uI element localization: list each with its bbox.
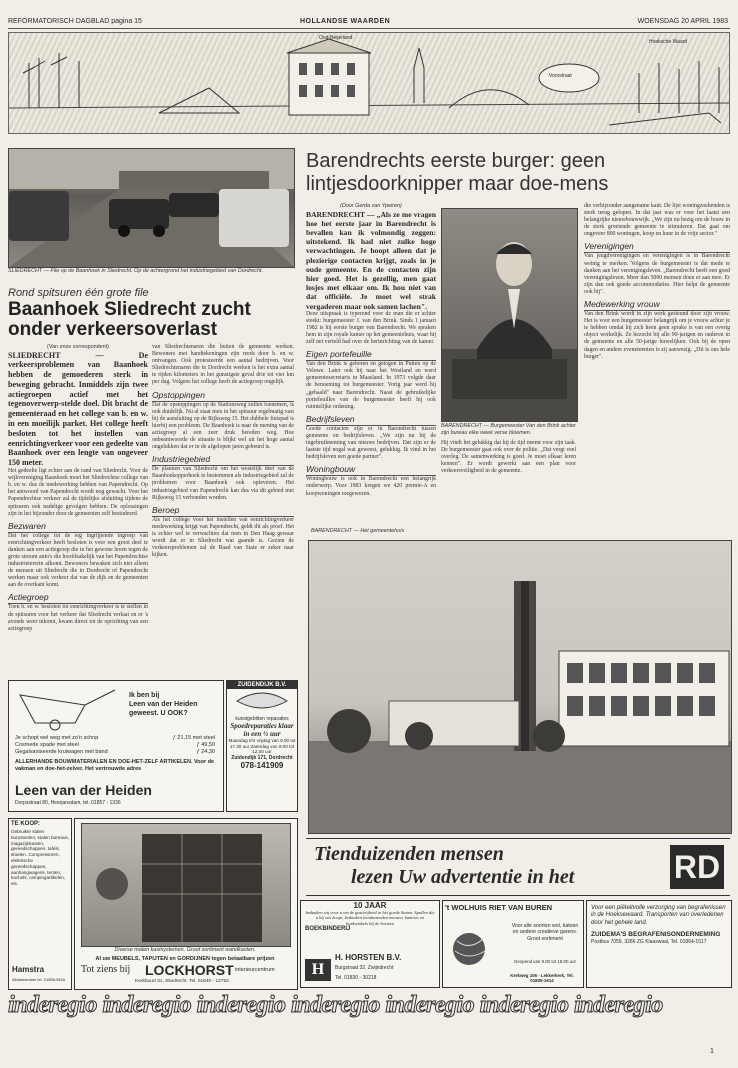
main-article-col-mid-text: Hij vindt het gelukkig dat hij de tijd neemt voor zijn taak. De burgemeester gaat ook over de politie. „Dat vergt veel overleg. De samenwerking is goed. Je moet elkaar leren kennen". Er wordt gewerkt aan een plan voor verkeersveiligheid in de gemeente. (441, 440, 576, 475)
ad-leen-van-der-heiden[interactable] (8, 680, 224, 812)
banner-label-1: Oud-Beijerland (319, 35, 353, 41)
main-article-body2: Van den Brink is geboren en getogen in Putten op de Veluwe. Later ook hij naar het Westland en werd gemeentesecretaris in Maasland. In 1973 volgde daar de benoeming tot burgemeester. Vorig jaar werd hij „gehaald" naar Barendrecht. Naast de gebruikelijke portefeuilles van de burgemeester heeft hij ook ruimtelijke ordening. (306, 361, 436, 410)
left-article-col2-body4: Als het college voor het instellen van eenrichtingverkeer medewerking krijgt van Papendrecht, geldt dit als proef. Het is echter wel te verwachten dat men in Den Haag gewaar wordt dat er in Sliedrecht wat gaande is. Gezien de verkeersproblemen zal de Raad van State er zeker naar kijken. (152, 516, 294, 559)
townhall-photo (308, 540, 732, 834)
page-header (0, 0, 738, 30)
hamstra-name: Hamstra (12, 965, 45, 974)
lockhorst-name: LOCKHORST (145, 962, 234, 978)
left-article-col2-body1: van Sliedrechtenaren die buiten de gemeente werken. Bewoners met handtekeningen zijn reeds door b. en w. ontvangen. Ook protesteerde een aantal bedrijven. Voor Sliedrechtenaren die in Dordrecht werken is het extra aantal te rijden kilometers in het gunstigste geval drie tot vier km per dag. Volgens het college heeft de actiegroep ongelijk. (152, 344, 294, 386)
main-article-col-right-body3: Van den Brink wordt in zijn werk gesteund door zijn vrouw. Het is voor een burgemeester belangrijk om je vrouw achter je te hebben omdat hij zich heen geen sprake is van een overig object werkelijk. Ze bezocht bij alle 90-jarigen en ouderen in de gemeente en alle 50-jarige huwelijken. Ook bij de open dagen en andere evenementen is zij aanwezig. „Dit is ons hele burger". (584, 311, 730, 360)
leen-tagline (129, 691, 197, 718)
zuidendijk-title: ZUIDENDIJK B.V. (227, 681, 297, 689)
leen-item-3: Gegalvaniseerde kruiwagen met band (15, 749, 108, 755)
horsten-phone: Tel. 01830 - 30218 (335, 975, 377, 981)
leen-name: Leen van der Heiden (15, 782, 152, 798)
left-article-sub3: Opstoppingen (152, 390, 294, 402)
hamstra-address: Alblasserdam tel. 01859-5516 (12, 977, 66, 982)
main-article-body1: Deze uitspraak is typerend voor de man die er achter steekt: burgemeester J. van den Brink. Sinds 1 januari 1982 is hij eerste burger van Barendrecht. We spraken hem in zijn royale kamer op het gemeentehuis, waar hij zelf net verteld had over de herinrichting van de kamer. (306, 310, 436, 346)
banner-sketch-icon (9, 33, 729, 133)
zuidendijk-phone: 078-141909 (240, 760, 284, 770)
leen-price-1: ƒ 21,15 met steel (172, 735, 215, 741)
traffic-photo (8, 148, 295, 268)
lockhorst-address: Kerkbuurt 31, Sliedrecht. Tel. 01840 - 12752. (135, 979, 231, 984)
left-article-kicker: Rond spitsuren één grote file (8, 287, 149, 299)
wolhuis-body: Voor alle soorten wol, katoen en andere creatieve garens. Groot sortiment (511, 923, 579, 942)
leen-price-2: ƒ 49,50 (196, 742, 215, 748)
left-article-sub4: Industriegebied (152, 454, 294, 466)
traffic-photo-caption: SLIEDRECHT — File op de Baanhoek in Sliedrecht. Op de achtergrond het industriegebied van Dordrecht. (8, 268, 263, 274)
lockhorst-furniture-photo (81, 823, 291, 947)
wolhuis-address: Kerkweg 106 - Lekkerkerk, Tel. 01805-1614 (510, 973, 574, 984)
leen-price-3: ƒ 24,30 (196, 749, 215, 755)
horsten-badge: 10 JAAR (353, 901, 387, 910)
zuidendijk-sub: kunstgebitten reparaties (235, 716, 289, 722)
main-article-sub3: Woningbouw (306, 464, 436, 476)
left-article-sub5: Beroep (152, 505, 294, 517)
ad-zuidendijk[interactable] (226, 680, 298, 812)
leen-price-list (15, 735, 215, 756)
lockhorst-offer: Al uw MEUBELS, TAPIJTEN en GORDIJNEN tegen betaalbare prijzen (95, 956, 275, 962)
zuidema-text: Voor een piëteitvolle verzorging van begrafenissen in de Hoeksewaard. Transporten van overledenen door het gehele land. (591, 905, 726, 926)
leen-slogan: ALLERHANDE BOUWMATERIALEN EN DOE-HET-ZELF ARTIKELEN. Voor de vakman en doe-het-zelver. Het vertrouwde adres (15, 759, 215, 772)
horsten-badge-text: bedanken wij voor u om de gastvrijheid in het goede Staten. Spullen die u bij ons koopt, bedanken tienduizenden mensen, kantoor en boekwinkels bij de horsten (305, 910, 435, 926)
rd-logo: RD (670, 845, 724, 889)
main-article-body4: Woningbouw is ook in Barendrecht een belangrijk onderwerp. Voor 1983 kregen we 420 premie-A en koopwoningen toegewezen. (306, 476, 436, 497)
left-article-body2: Dat het college tot de erg ingrijpende ingreep van eenrichtingverkeer heeft besloten is voor een groot deel te danken aan een actiegroep die in het gewone leven tegen de grote stroom auto's die hoofdzakelijk van het Papendrechtse industrieterrein afkomt. Bewoners bewaken zich niet alleen de mensen uit Sliedrecht die in Dordrecht of Papendrecht werken maar ook verkeer dat van de dijk en de gemeenten aan de overkant komt. (8, 532, 148, 589)
in-de-regio-banner: inderegio inderegio inderegio inderegio inderegio inderegio inderegio (8, 992, 663, 1018)
ad-horsten[interactable] (300, 900, 440, 988)
page-number: 1 (710, 1048, 714, 1055)
rd-line2: lezen Uw advertentie in het (351, 866, 575, 888)
main-article-col-right-text: die verbijzonder aangename kant. De lijst woningzoekenden is sterk terug gelopen. In dat jaar was er voor het laatst een belangrijke nieuwbouwwijk. „We zijn nu bezig om de bouw in de sterk groeiende gemeente te stimuleren. Dat gaat om ongeveer 800 woningen, koop en huur in de vrije sector." (584, 203, 730, 238)
left-article-lead: SLIEDRECHT — De verkeersproblemen van Baanhoek hebben de gemoederen sterk in beweging gebracht. Inmiddels zijn twee actiegroepen actief met het tegenoverwerp-stelde doel. Dit bracht de gemeenteraad en het college van b. en w. in een moeilijk parket. Het college heeft besloten tot het instellen van eenrichtingverkeer voor een gedeelte van Baanhoek over een lengte van ongeveer 150 meter. (8, 350, 148, 468)
yarn-ball-icon (447, 921, 497, 971)
main-article-col-right-body2: Van jeugdverenigingen en verenigingen is in Barendrecht weinig te merken. Volgens de burgemeester is dat mede te danken aan het verenigingsleven. „Barendrecht heeft een goed verenigingsleven. Meer dan 5000 mensen doen er aan mee. Er zijn dan ook goede accommodaties. Hier helpt de gemeente ook bij". (584, 253, 730, 295)
rd-line1: Tienduizenden mensen (314, 843, 504, 865)
left-article-col2-body2: Dat de opstoppingen op de Stationsweg zullen toenemen, is ook duidelijk. Nu al staat men in het spitsuur regelmatig vast bij de aansluiting op de Rijksweg 15. Het dubbele fietspad is hierbij een probleem. De Baanhoek is naar de mening van de actiegroep al een zeer druk bereden weg. Hoe onbeantwoorde de situatie is blijkt wel uit het hoge aantal ongelukken dat er in de afgelopen jaren gebeurd is. (152, 401, 294, 451)
ad-rd[interactable] (306, 838, 730, 896)
left-article-col2 (152, 344, 294, 559)
header-date: WOENSDAG 20 APRIL 1983 (637, 18, 728, 25)
main-article-sub2: Bedrijfsleven (306, 414, 436, 426)
left-article-body3: Toen b. en w. besloten tot eenrichtingverkeer is te stellen in de spitsuren voor het verkeer dat Sliedrecht verlaat en er 's avonds weer inkomt, kwam direct tot de oprichting van een actiegroep (8, 604, 148, 632)
ad-hamstra[interactable] (8, 818, 72, 990)
zuidema-name: ZUIDEMA'S BEGRAFENISONDERNEMING (591, 931, 721, 939)
main-article-headline: Barendrechts eerste burger: geen lintjesdoorknipper maar doe-mens (306, 150, 609, 195)
leen-tagline-1: Ik ben bij (129, 692, 160, 699)
main-article-col1 (306, 203, 436, 498)
left-article-headline: Baanhoek Sliedrecht zucht onder verkeersoverlast (8, 299, 251, 340)
header-section: HOLLANDSE WAARDEN (300, 18, 391, 25)
left-article-sub1: Bezwaren (8, 521, 148, 533)
zuidendijk-hours: Maandag t/m vrijdag van 9.00 tot 17.30 uur Zaterdag van 9.00 tot 12.00 uur (228, 738, 296, 755)
leen-item-2: Cosmede spade met steel (15, 742, 79, 748)
left-article-col1 (8, 344, 148, 633)
ad-zuidema[interactable] (586, 900, 732, 988)
horsten-logo-icon: H (305, 959, 331, 981)
main-article-sub5: Medewerking vrouw (584, 299, 730, 311)
banner-illustration (8, 32, 730, 134)
main-article-byline: (Door Gerda van Ypeiren) (340, 203, 402, 209)
townhall-photo-caption: BARENDRECHT — Het gemeentehuis (311, 528, 405, 534)
horsten-lead: BOEKBINDERIJ (305, 926, 351, 933)
hamstra-body: Gebruikte stalen burostoelen, stalen bureaus, magazijnkasten, gereedschappen, tafels, stoelen. Compressoren, elektrische gereedschappen, aanhangwagens, tenten, kachels, campingartikelen, etc. (11, 829, 69, 887)
ad-wolhuis[interactable] (442, 900, 584, 988)
main-article-sub4: Verenigingen (584, 241, 730, 253)
ad-lockhorst[interactable] (74, 818, 298, 990)
lockhorst-lead: Tot ziens bij (81, 964, 131, 975)
leen-tagline-2: Leen van der Heiden (129, 701, 198, 708)
banner-label-2: Voorstraat (549, 73, 572, 79)
denture-icon (232, 689, 292, 711)
lockhorst-caption: Diverse maten kastsystemen. Groot sortiment wandkasten. (114, 947, 256, 953)
left-article-sub2: Actiegroep (8, 592, 148, 604)
wall-unit-image (82, 824, 290, 946)
townhall-image (309, 541, 731, 833)
mayor-portrait-image (442, 209, 577, 421)
lockhorst-sub: interieurcentrum (235, 967, 275, 973)
zuidendijk-address: Zuidendijk 171, Dordrecht (231, 754, 293, 761)
mayor-photo (441, 208, 578, 422)
leen-address: Dorpsstraat 80, Heerjansdam, tel. 01857 - 1336 (15, 800, 121, 806)
traffic-image (9, 149, 294, 267)
main-article-col3 (584, 203, 730, 361)
horsten-address: Burgstraat 32, Zwijndrecht (335, 965, 394, 971)
wolhuis-title: 't WOLHUIS RIET VAN BUREN (445, 903, 553, 912)
main-article-sub1: Eigen portefeuille (306, 349, 436, 361)
header-left: REFORMATORISCH DAGBLAD pagina 15 (8, 18, 142, 25)
main-article-lead: BARENDRECHT — „Als ze me vragen hoe het eerste jaar in Barendrecht is bevallen kan ik volmondig zeggen: uitstekend. Ik had niet zulke hoge verwachtingen. Je hoopt alleen dat je plezierige contacten krijgt, zoals in je oude gemeente. En de contacten zijn hier goed. Het is gezellig, men gaat losjes met elkaar om. Ik hou niet van dat officiële. Je moet wel strak vergaderen maar ook samen lachen". (306, 209, 436, 311)
banner-label-3: Hoeksche Waard (649, 39, 688, 45)
wolhuis-hours: Geopend van 9.00 tot 18.00 uur (513, 959, 576, 964)
leen-item-1: Je schopt wel weg met zo'n schop (15, 735, 99, 741)
left-article-byline: (Van onze correspondent) (47, 344, 109, 350)
main-article-col2 (441, 440, 576, 475)
hamstra-title: TE KOOP: (11, 821, 41, 827)
main-article-body3: Goede contacten zijn er in Barendrecht tussen gemeente en bedrijfsleven. „We zijn nu bij de ingebruikneming van nieuwe bedrijven. Dat zijn er de laatste tijd nogal wat geweest, gelukkig. Ik vind in het bedrijfsleven een goede partner". (306, 425, 436, 461)
left-article-body1: Het gedeelte ligt echter aan de rand van Sliedrecht. Voor de wijkvereniging Baanhoek moet het Sliedrechtse college van b. en w. dus de medewerking hebben van Papendrecht. Op het antwoord van Papendrecht wordt nog gewacht. Voor het Papendrechtse verkeer zal de tijdelijke afsluiting tijdens de spitsuren ook nadelige gevolgen hebben. De oplossingen zijn in het bijzonder door de gemeenten zelf bestudeerd. (8, 468, 148, 517)
zuidendijk-highlight: Spoedreparaties klaar in een ½ uur (230, 722, 294, 738)
leen-tagline-3: geweest. U OOK? (129, 710, 188, 717)
horsten-name: H. HORSTEN B.V. (335, 953, 402, 962)
zuidema-address: Postbus 7059, 3286 ZG Klaaswaal, Tel. 01864-1517 (591, 938, 707, 945)
mayor-photo-caption: BARENDRECHT — Burgemeester Van den Brink achter zijn bureau elke week verse bloemen. (441, 423, 576, 436)
left-article-col2-body3: De plannen van Sliedrecht om het westelijk deel van de Baanhoekopperhoek te bestemmen als industriegebied zal de problemen voor Baanhoek ook opleveren. Het industriegebied van Papendrecht kan dus via dit gebied met Rijksweg 15 verbonden worden. (152, 466, 294, 501)
wheelbarrow-icon (15, 685, 125, 731)
